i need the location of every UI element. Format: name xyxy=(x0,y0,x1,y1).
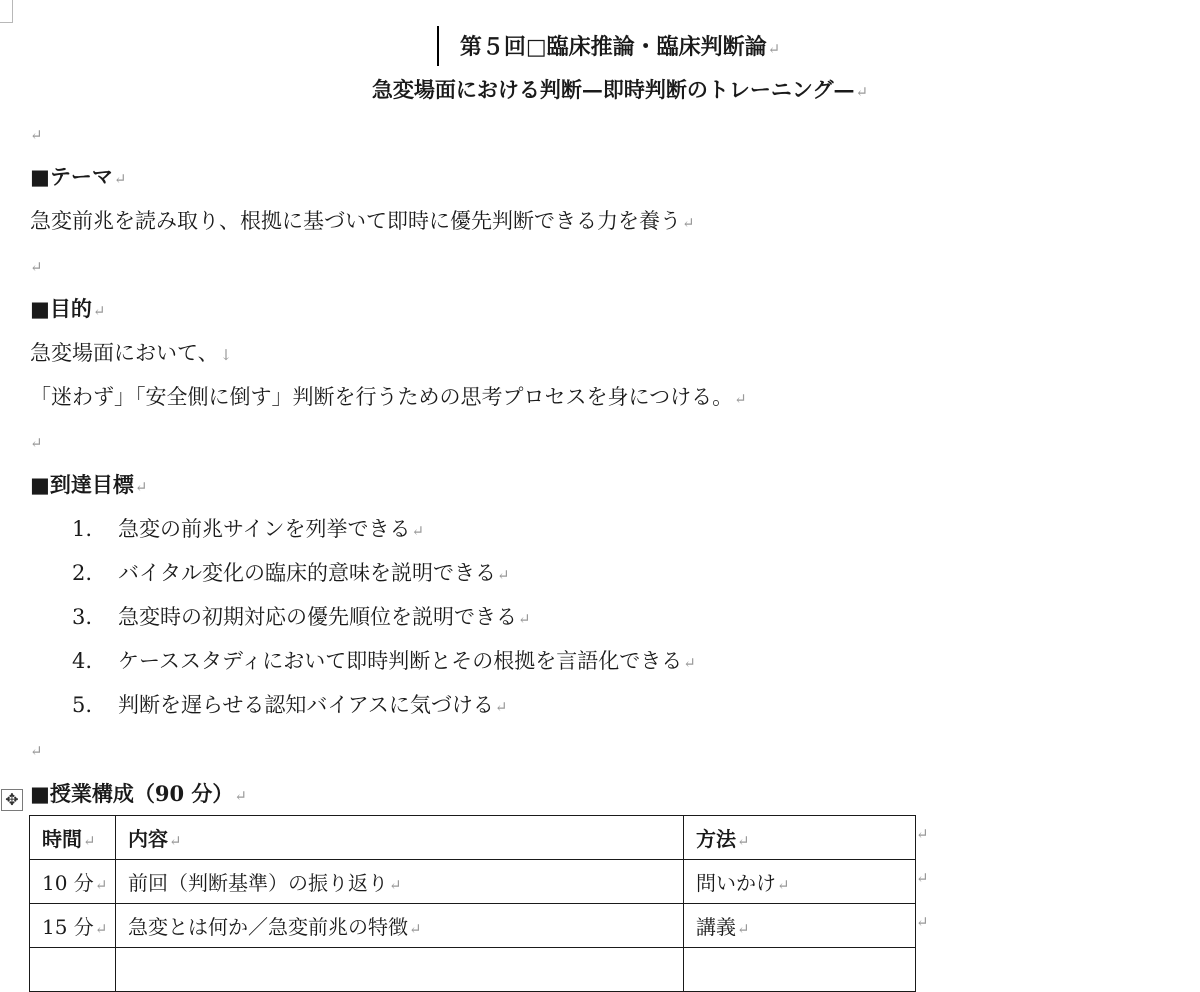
table-row xyxy=(30,948,916,992)
goal-item[interactable]: 5. 判断を遅らせる認知バイアスに気づける↵ xyxy=(72,693,508,717)
structure-heading[interactable]: ■授業構成（90 分）↵ xyxy=(30,781,247,806)
table-move-handle-icon[interactable]: ✥ xyxy=(1,789,23,811)
table-cell[interactable]: 問いかけ↵ xyxy=(684,860,916,904)
table-cell[interactable] xyxy=(116,948,684,992)
table-cell[interactable]: 前回（判断基準）の振り返り↵ xyxy=(116,860,684,904)
table-header-row xyxy=(30,816,916,860)
row-end-mark: ↵ xyxy=(916,913,929,931)
purpose-line-2[interactable]: 「迷わず」「安全側に倒す」判断を行うための思考プロセスを身につける。↵ xyxy=(30,385,747,409)
empty-paragraph[interactable]: ↵ xyxy=(30,126,43,144)
table-cell[interactable]: 方法↵ xyxy=(684,816,916,860)
row-end-mark: ↵ xyxy=(916,869,929,887)
goal-item[interactable]: 1. 急変の前兆サインを列挙できる↵ xyxy=(72,517,425,541)
purpose-line-1[interactable]: 急変場面において、↓ xyxy=(30,341,233,365)
goals-heading[interactable]: ■到達目標↵ xyxy=(30,472,148,497)
goal-item[interactable]: 3. 急変時の初期対応の優先順位を説明できる↵ xyxy=(72,605,531,629)
table-row xyxy=(30,860,916,904)
table-cell[interactable]: 15 分↵ xyxy=(30,904,116,948)
table-cell[interactable]: 内容↵ xyxy=(116,816,684,860)
table-cell[interactable]: 講義↵ xyxy=(684,904,916,948)
table-cell[interactable] xyxy=(30,948,116,992)
table-cell[interactable]: 時間↵ xyxy=(30,816,116,860)
theme-heading[interactable]: ■テーマ↵ xyxy=(30,164,127,189)
table-cell[interactable]: 急変とは何か／急変前兆の特徴↵ xyxy=(116,904,684,948)
schedule-table xyxy=(29,815,916,992)
goal-item[interactable]: 2. バイタル変化の臨床的意味を説明できる↵ xyxy=(72,561,510,585)
purpose-heading[interactable]: ■目的↵ xyxy=(30,296,106,321)
document-title[interactable]: 第５回□臨床推論・臨床判断論↵ xyxy=(459,34,781,60)
empty-paragraph[interactable]: ↵ xyxy=(30,258,43,276)
goal-item[interactable]: 4. ケーススタディにおいて即時判断とその根拠を言語化できる↵ xyxy=(72,649,696,673)
empty-paragraph[interactable]: ↵ xyxy=(30,434,43,452)
table-cell[interactable] xyxy=(684,948,916,992)
table-cell[interactable]: 10 分↵ xyxy=(30,860,116,904)
empty-paragraph[interactable]: ↵ xyxy=(30,742,43,760)
document-subtitle[interactable]: 急変場面における判断—即時判断のトレーニング—↵ xyxy=(371,77,869,102)
page-corner-marker xyxy=(0,0,13,23)
table-row xyxy=(30,904,916,948)
theme-text[interactable]: 急変前兆を読み取り、根拠に基づいて即時に優先判断できる力を養う↵ xyxy=(30,209,695,233)
row-end-mark: ↵ xyxy=(916,825,929,843)
